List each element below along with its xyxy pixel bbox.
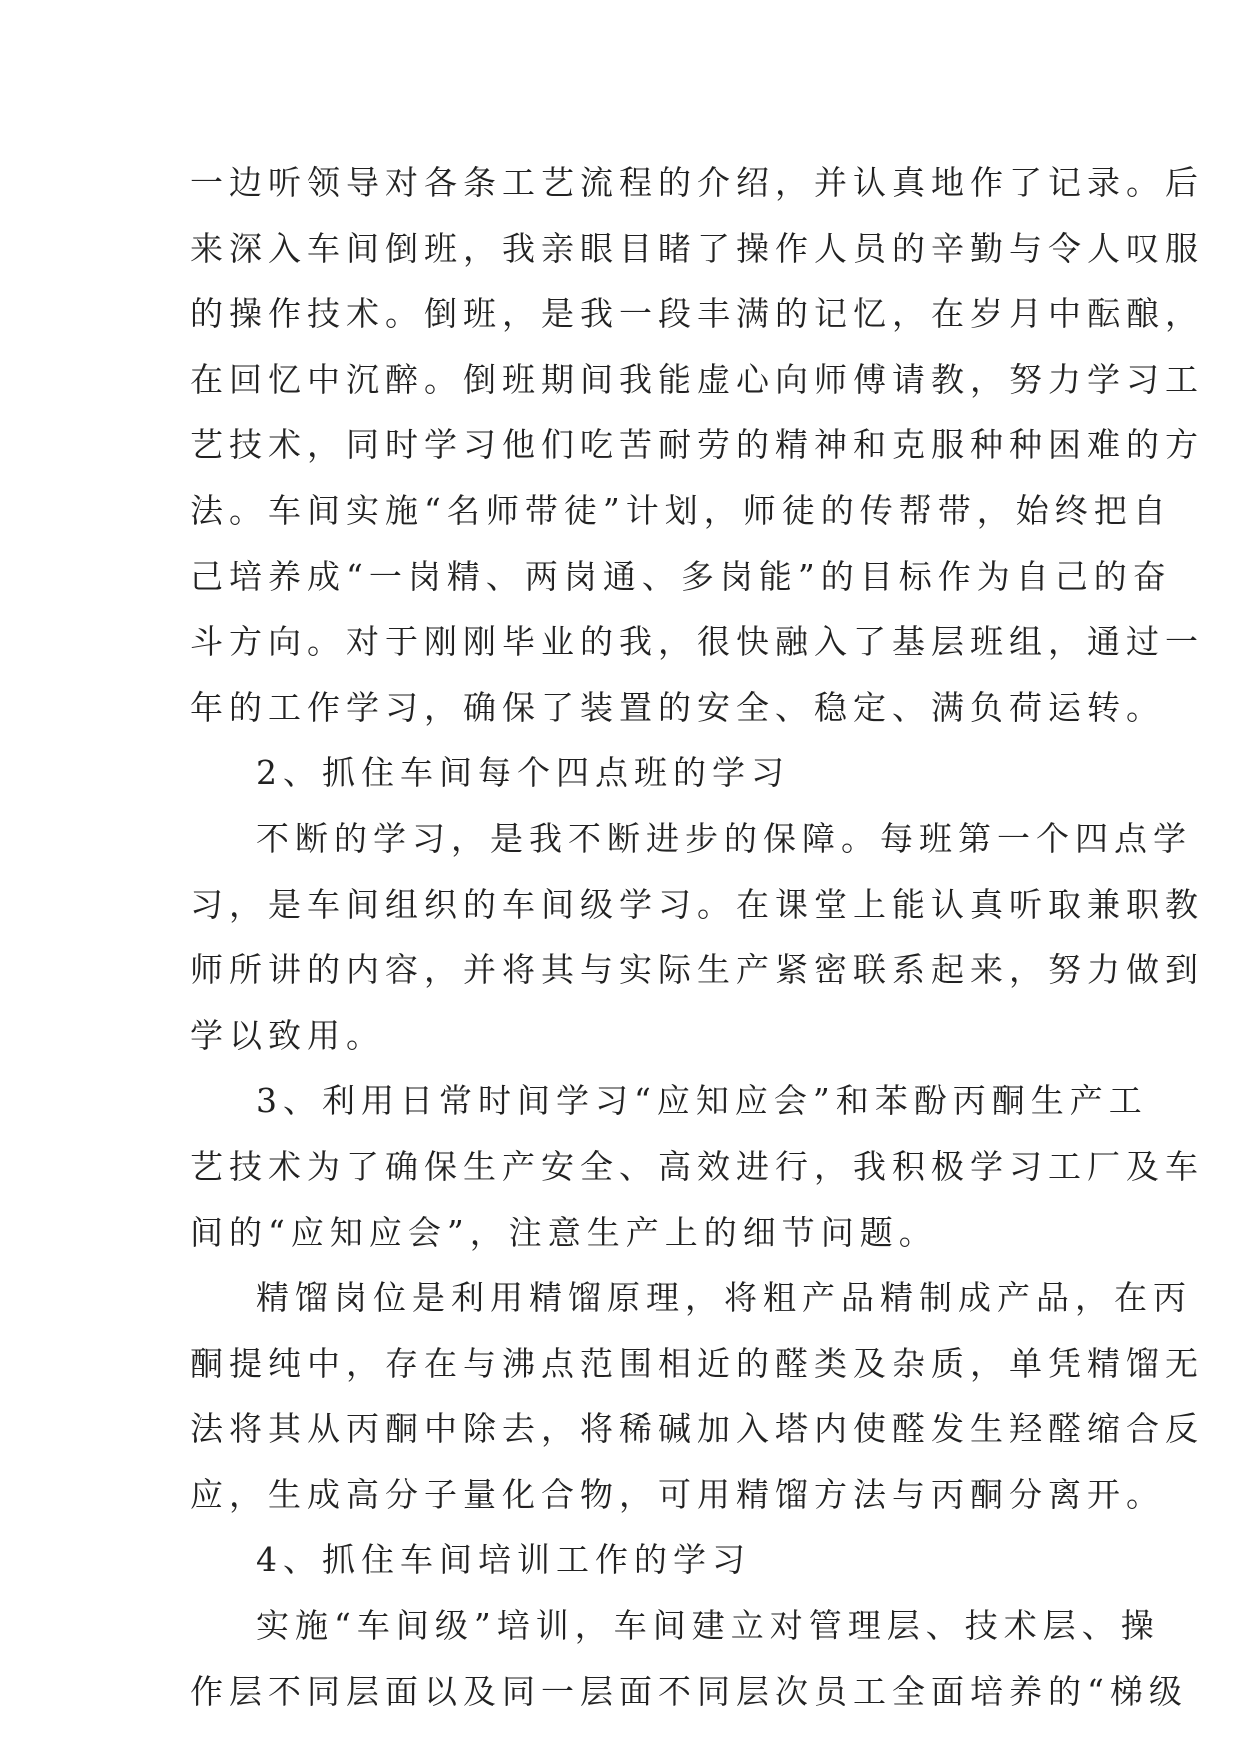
text-line: 年的工作学习，确保了装置的安全、稳定、满负荷运转。 <box>190 687 1165 727</box>
text-line: 作层不同层面以及同一层面不同层次员工全面培养的“梯级 <box>190 1671 1188 1711</box>
section-heading: 2、抓住车间每个四点班的学习 <box>256 753 790 793</box>
text-line: 间的“应知应会”，注意生产上的细节问题。 <box>190 1212 938 1252</box>
text-line: 来深入车间倒班，我亲眼目睹了操作人员的辛勤与令人叹服 <box>190 228 1204 268</box>
text-line: 法将其从丙酮中除去，将稀碱加入塔内使醛发生羟醛缩合反 <box>190 1409 1204 1449</box>
text-line: 实施“车间级”培训，车间建立对管理层、技术层、操 <box>256 1606 1160 1646</box>
document-body <box>190 150 1204 1724</box>
text-line: 在回忆中沉醉。倒班期间我能虚心向师傅请教，努力学习工 <box>190 359 1204 399</box>
text-line: 法。车间实施“名师带徒”计划，师徒的传帮带，始终把自 <box>190 490 1172 530</box>
text-line: 艺技术为了确保生产安全、高效进行，我积极学习工厂及车 <box>190 1146 1204 1186</box>
text-line: 酮提纯中，存在与沸点范围相近的醛类及杂质，单凭精馏无 <box>190 1343 1204 1383</box>
text-line: 斗方向。对于刚刚毕业的我，很快融入了基层班组，通过一 <box>190 622 1204 662</box>
text-line: 的操作技术。倒班，是我一段丰满的记忆，在岁月中酝酿， <box>190 294 1204 334</box>
section-heading: 3、利用日常时间学习“应知应会”和苯酚丙酮生产工 <box>256 1081 1148 1121</box>
text-line: 师所讲的内容，并将其与实际生产紧密联系起来，努力做到 <box>190 950 1204 990</box>
text-line: 学以致用。 <box>190 1015 385 1055</box>
text-line: 一边听领导对各条工艺流程的介绍，并认真地作了记录。后 <box>190 163 1204 202</box>
section-heading: 4、抓住车间培训工作的学习 <box>256 1540 751 1580</box>
text-line: 习，是车间组织的车间级学习。在课堂上能认真听取兼职教 <box>190 884 1204 924</box>
text-line: 己培养成“一岗精、两岗通、多岗能”的目标作为自己的奋 <box>190 556 1172 596</box>
text-line: 艺技术，同时学习他们吃苦耐劳的精神和克服种种困难的方 <box>190 425 1204 465</box>
text-line: 不断的学习，是我不断进步的保障。每班第一个四点学 <box>256 818 1192 858</box>
text-line: 应，生成高分子量化合物，可用精馏方法与丙酮分离开。 <box>190 1474 1165 1514</box>
text-line: 精馏岗位是利用精馏原理，将粗产品精制成产品，在丙 <box>256 1278 1192 1318</box>
